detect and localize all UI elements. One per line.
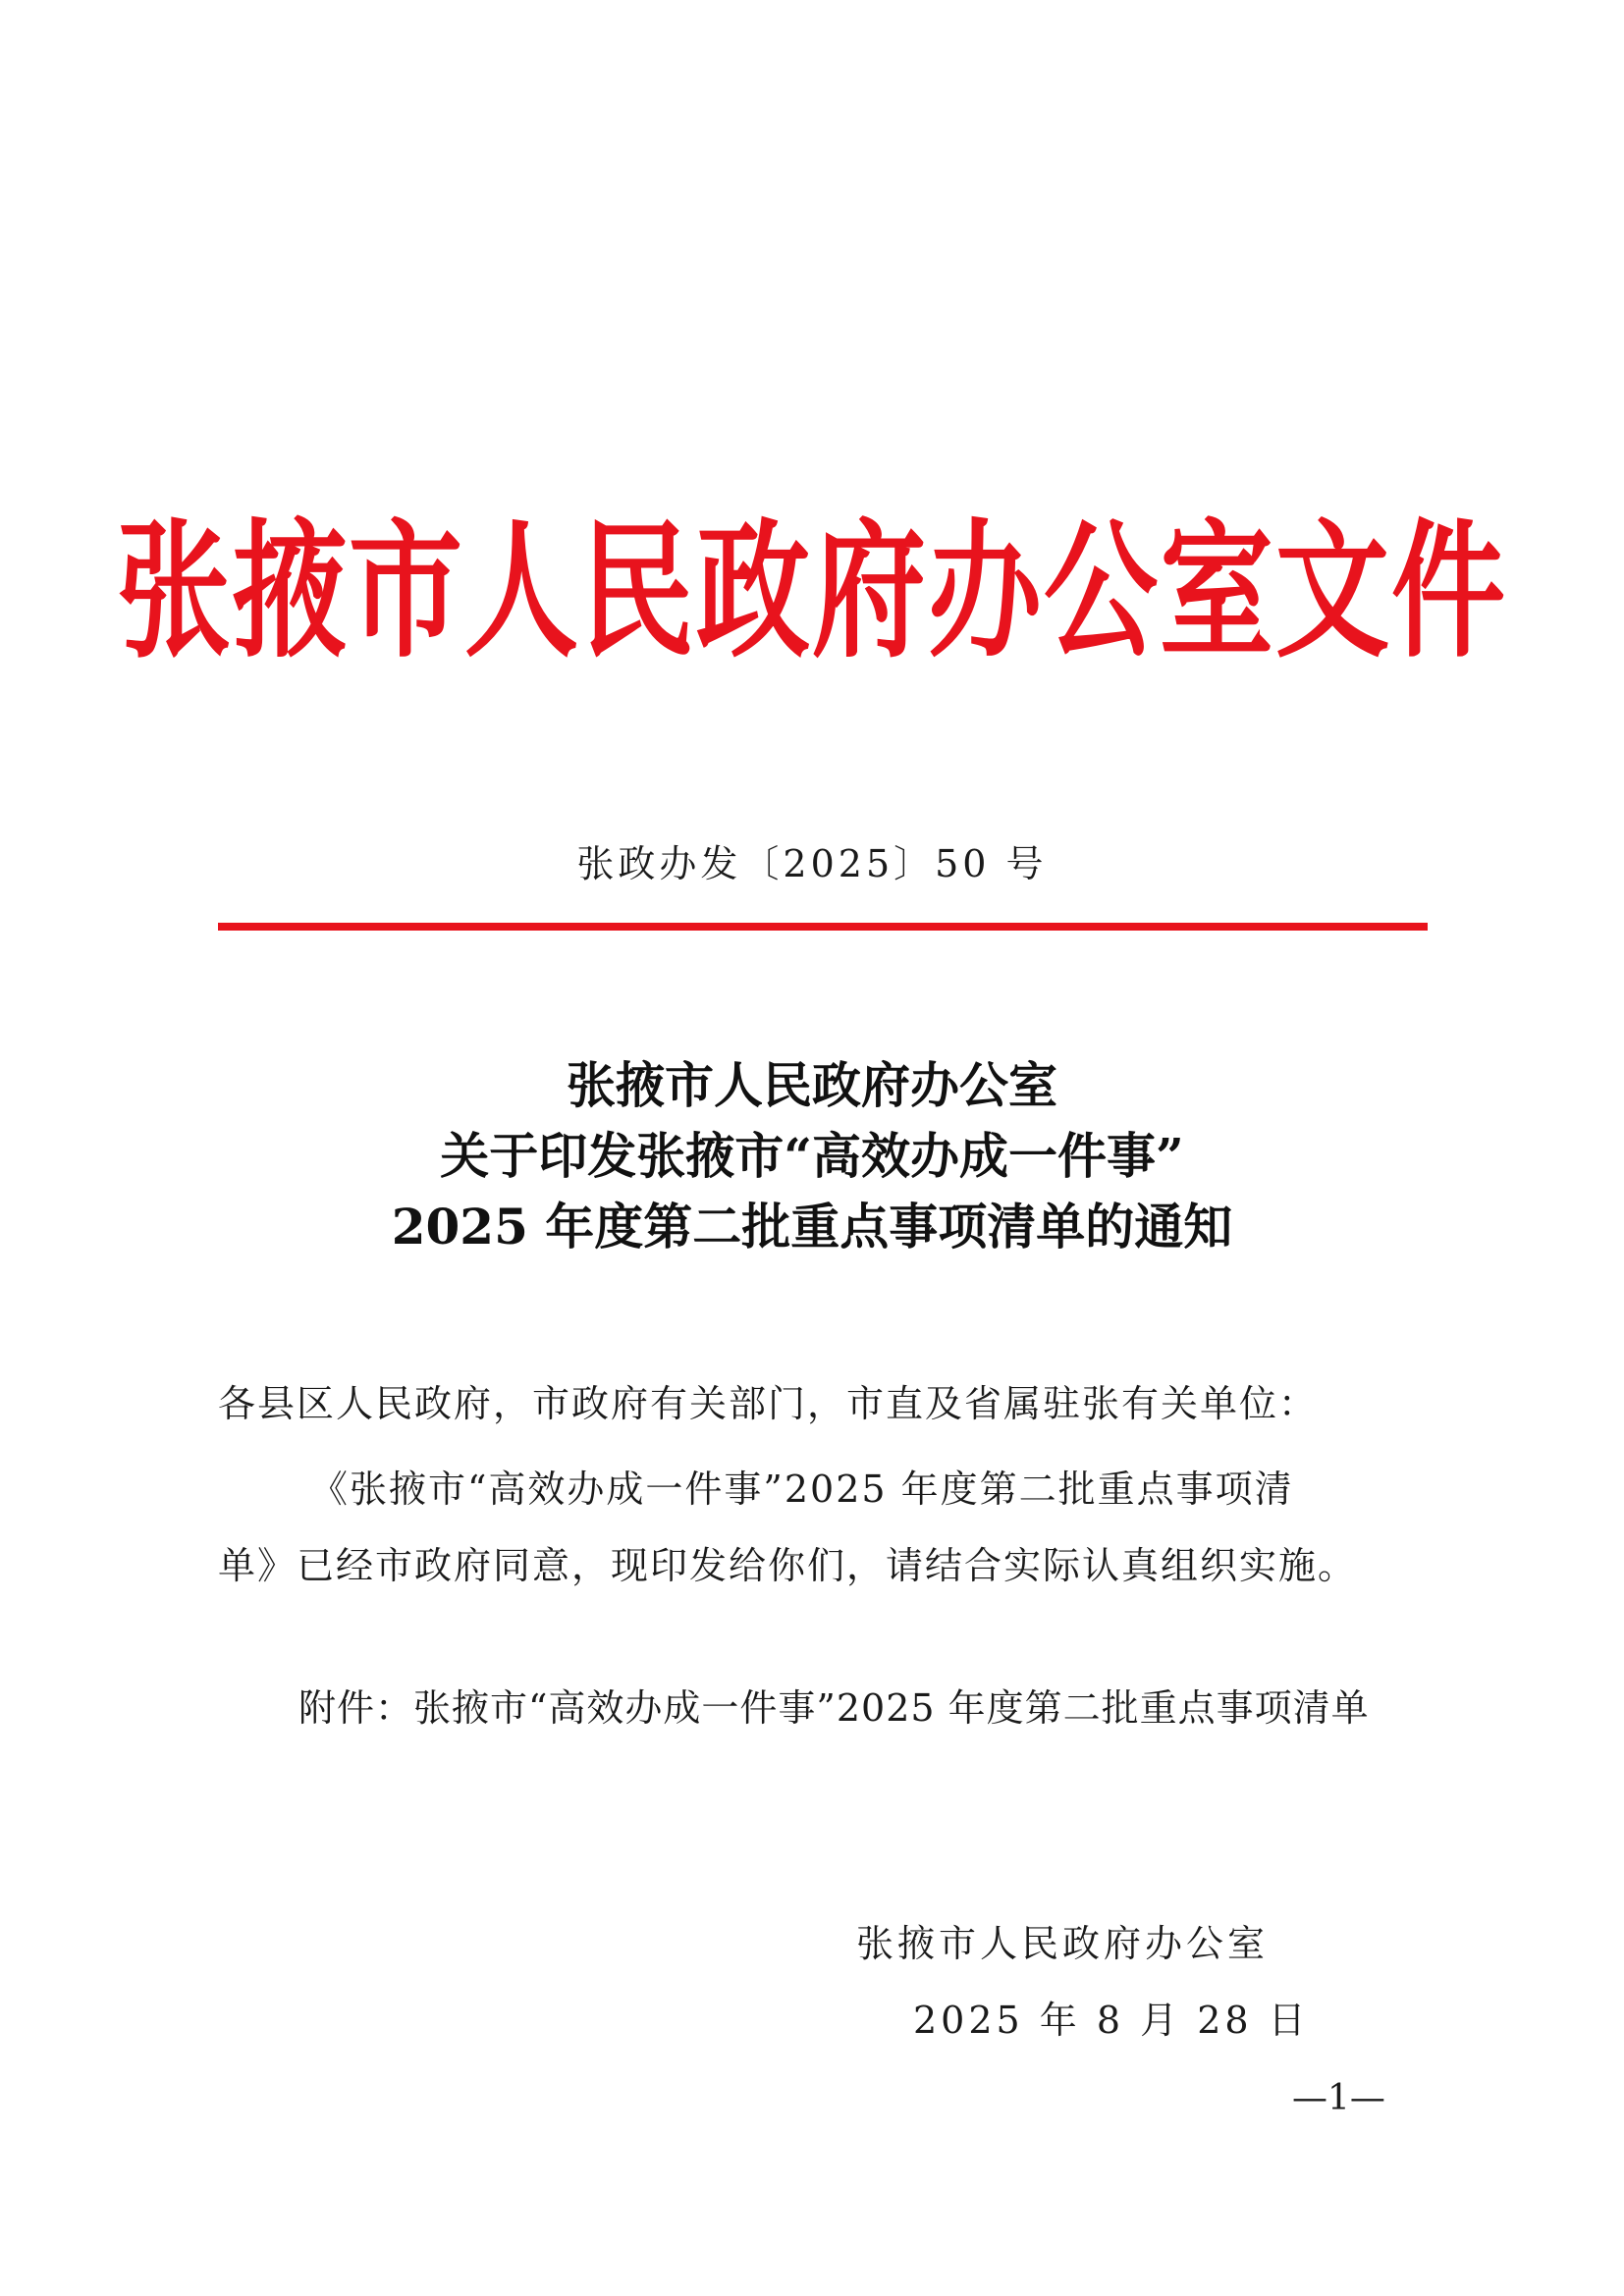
title-line-1: 张掖市人民政府办公室 (567, 1056, 1057, 1114)
title-line-3: 2025 年度第二批重点事项清单的通知 (391, 1198, 1233, 1255)
notice-title (0, 1050, 1624, 1262)
attachment-note: 附件：张掖市“高效办成一件事”2025 年度第二批重点事项清单 (298, 1686, 1370, 1730)
title-line-2: 关于印发张掖市“高效办成一件事” (440, 1127, 1184, 1185)
body-line-1: 《张掖市“高效办成一件事”2025 年度第二批重点事项清 (310, 1468, 1294, 1511)
masthead-title: 张掖市人民政府办公室文件 (117, 506, 1507, 679)
document-number: 张政办发〔2025〕50 号 (576, 842, 1048, 885)
body-paragraph (218, 1451, 1428, 1604)
salutation: 各县区人民政府，市政府有关部门，市直及省属驻张有关单位： (218, 1382, 1319, 1425)
page-number: —1— (1292, 2078, 1385, 2118)
issuing-office: 张掖市人民政府办公室 (856, 1922, 1270, 1965)
body-line-2: 单》已经市政府同意，现印发给你们，请结合实际认真组织实施。 (218, 1544, 1358, 1587)
issue-date: 2025 年 8 月 28 日 (913, 1999, 1310, 2042)
red-divider-rule (218, 923, 1428, 931)
